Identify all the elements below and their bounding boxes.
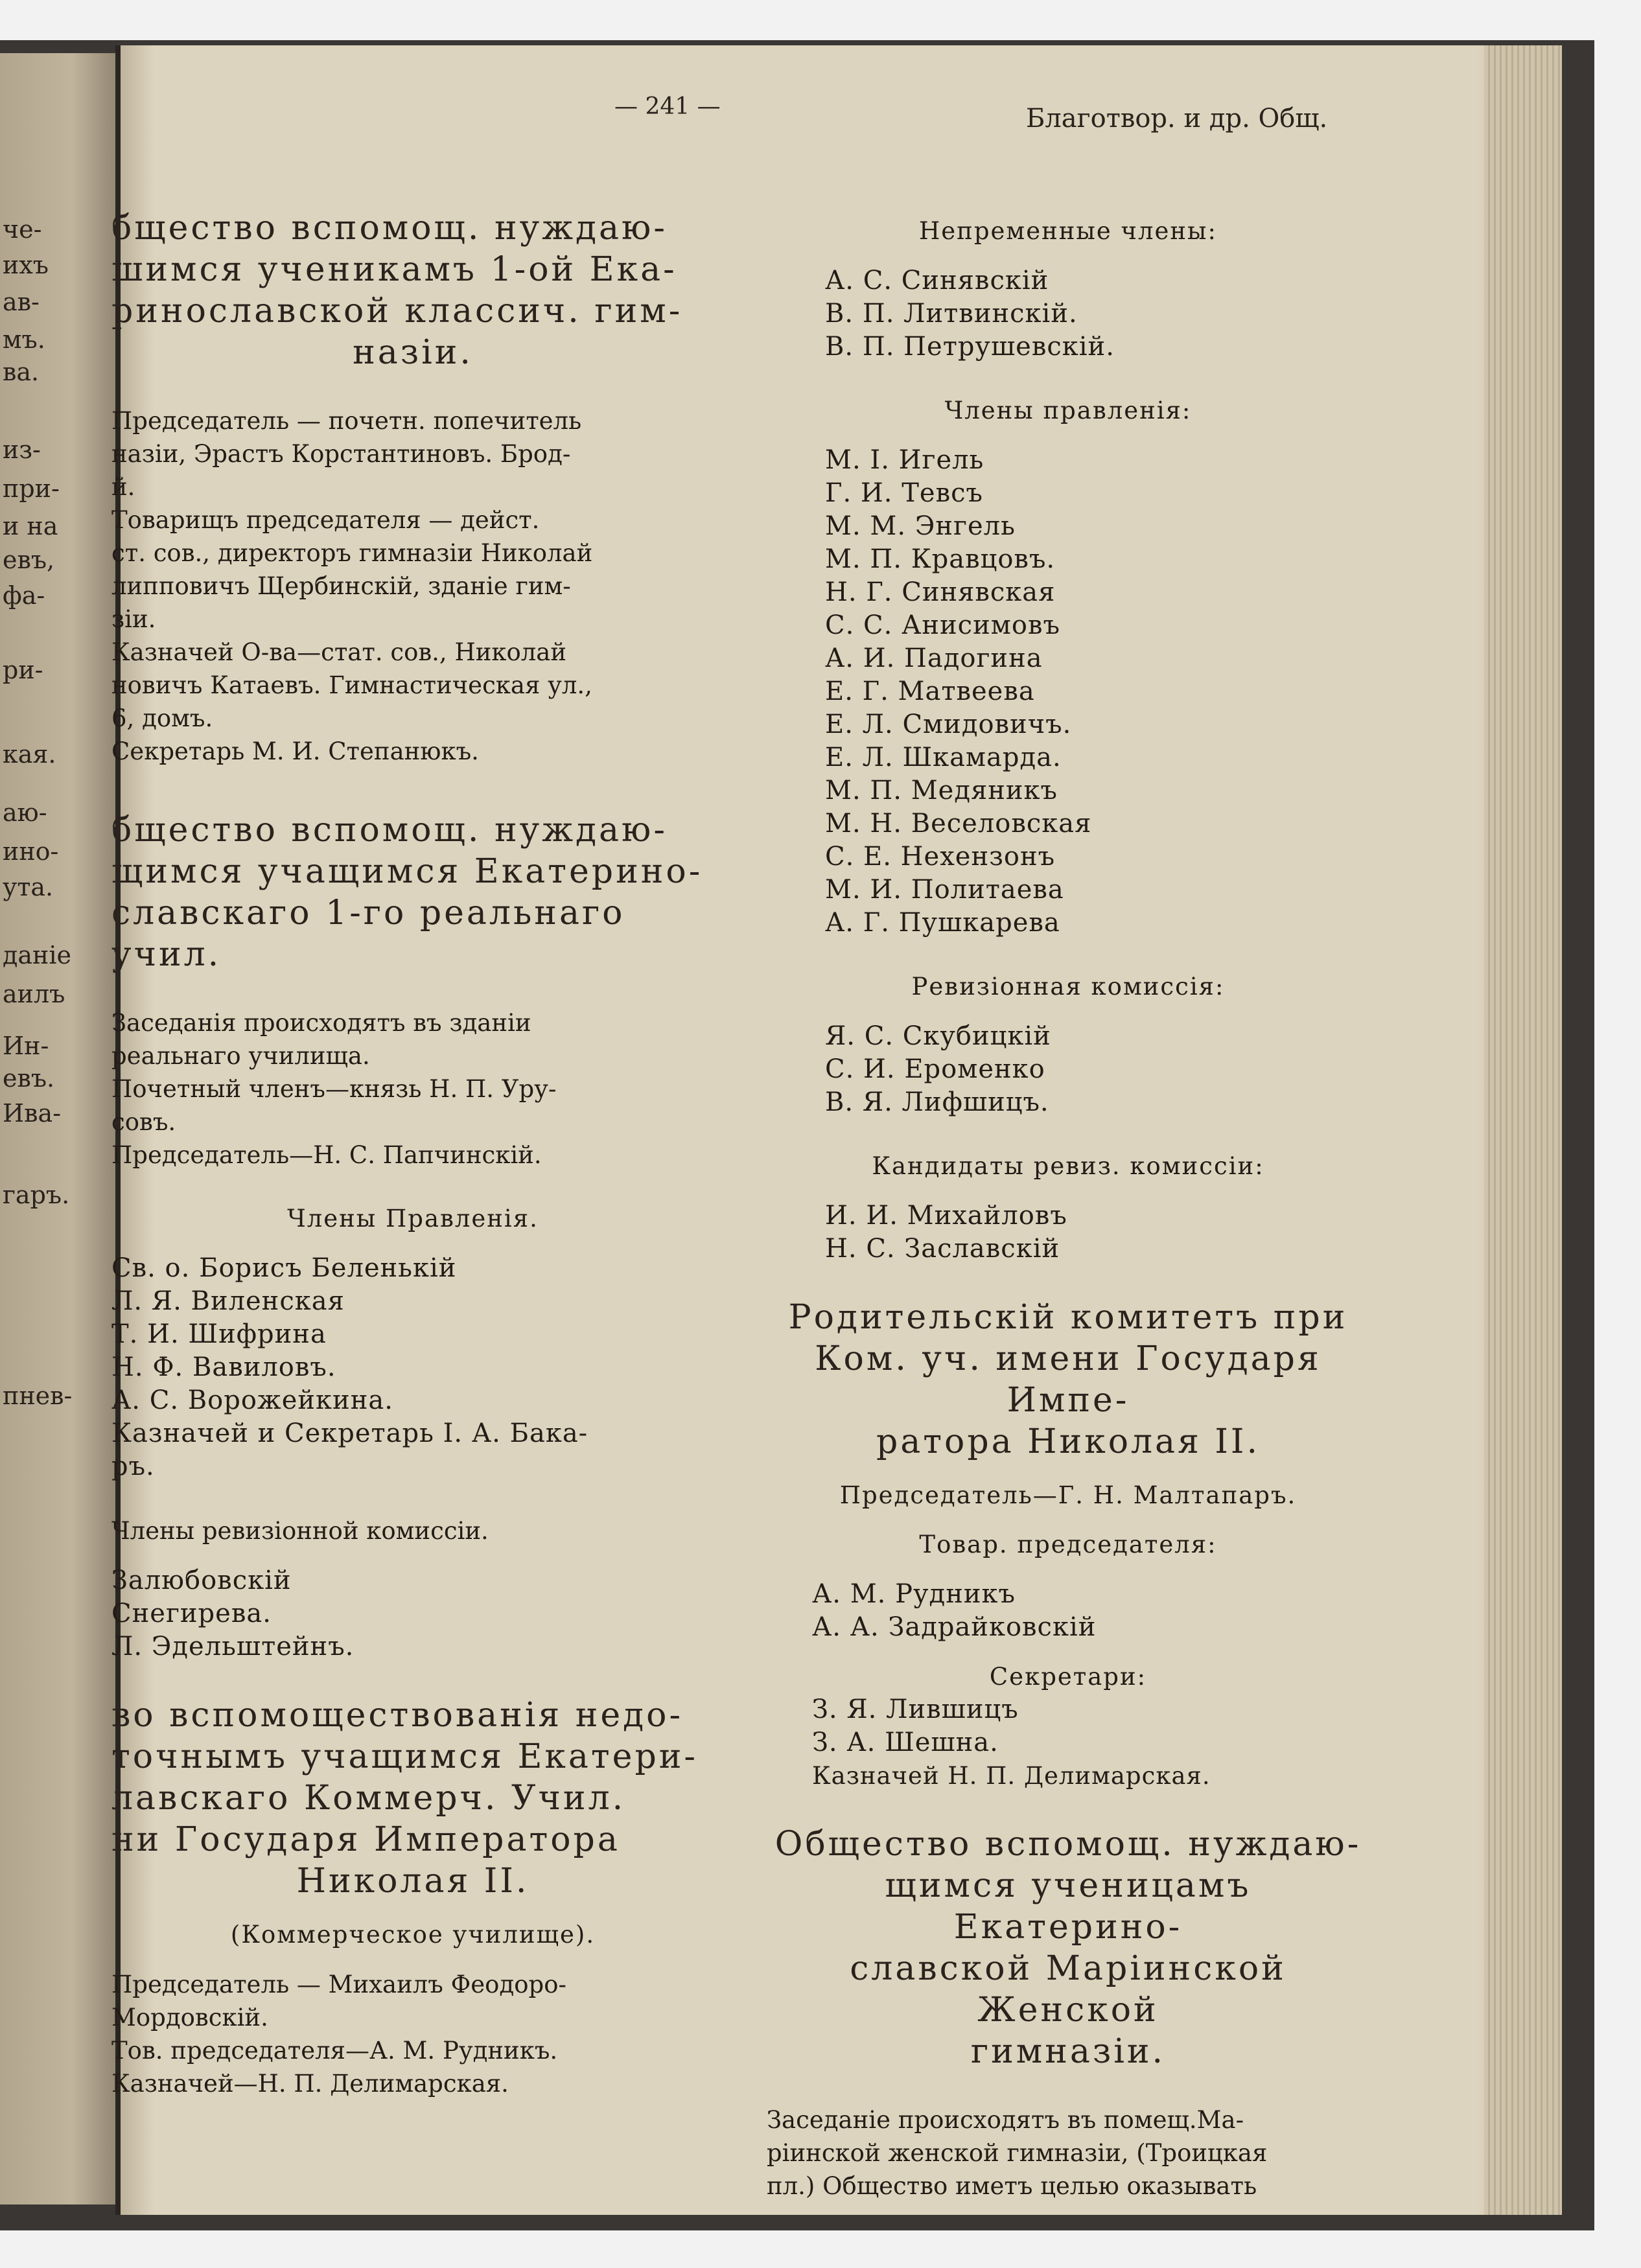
scan-background: [0, 40, 1594, 2230]
left-column: [111, 207, 714, 2100]
audit-list: Залюбовскій Снегирева. Л. Эдельштейнъ.: [111, 1566, 355, 1661]
section-title: Общество вспомощ. нуждаю- щимся ученицамъ Екатерино- славской Маріинской Женской гимназіи.: [774, 1825, 1362, 2071]
book-page: [111, 45, 1562, 2215]
running-title: Благотвор. и др. Общ.: [1026, 104, 1328, 133]
prev-page-fragment: ва.: [3, 358, 40, 386]
prev-page-fragment: мъ.: [3, 325, 45, 354]
subheading: Непременные члены:: [919, 217, 1217, 245]
prev-page-fragment: евъ,: [3, 546, 55, 574]
subheading: Члены ревизіонной комиссіи.: [111, 1517, 489, 1545]
page-edge: [1484, 45, 1562, 2215]
subheading: Товар. председателя:: [919, 1531, 1217, 1558]
prev-page-fragment: из-: [3, 435, 41, 464]
prev-page-fragment: ино-: [3, 837, 59, 866]
board-members-list: М. I. Игель Г. И. Тевсъ М. М. Энгель М. П. Кравцовъ. Н. Г. Синявская С. С. Анисимовъ А. И. Падогина Е. Г. Матвеева Е. Л. Смидовичъ. Е. Л. Шкамарда. М. П. Медяникъ М. Н. Веселовская С. Е. Нехензонъ М. И. Политаева А. Г. Пушкарева: [825, 445, 1092, 938]
prev-page-fragment: даніе: [3, 941, 72, 969]
subheading: Секретари:: [989, 1663, 1147, 1691]
prev-page-fragment: и на: [3, 512, 58, 540]
subheading: Кандидаты ревиз. комиссіи:: [872, 1152, 1264, 1180]
vice-chair-list: А. М. Рудникъ А. А. Задрайковскій: [812, 1579, 1097, 1642]
page-number: — 241 —: [614, 93, 721, 120]
subheading: Члены правленія:: [944, 397, 1192, 424]
section-body: Заседаніе происходятъ въ помещ.Ма- ріинской женской гимназіи, (Троицкая пл.) Общество иметъ целью оказывать: [767, 2106, 1268, 2200]
subheading: Ревизіонная комиссія:: [911, 973, 1225, 1001]
prev-page-fragment: ута.: [3, 873, 54, 901]
candidates-list: И. И. Михайловъ Н. С. Заславскій: [825, 1201, 1067, 1264]
prev-page-fragment: Ин-: [3, 1032, 49, 1060]
section-title: бщество вспомощ. нуждаю- шимся ученикамъ 1-ой Ека- ринославской классич. гим- назіи.: [111, 209, 683, 372]
subheading: Члены Правленія.: [287, 1205, 539, 1232]
prev-page-fragment: пнев-: [3, 1382, 73, 1410]
member-list: Св. о. Борисъ Беленькій Л. Я. Виленская Т. И. Шифрина Н. Ф. Вавиловъ. А. С. Ворожейкина. Казначей и Секретарь I. А. Бака- ръ.: [111, 1253, 588, 1481]
prev-page-fragment: Ива-: [3, 1099, 62, 1128]
prev-page-fragment: ихъ: [3, 251, 49, 279]
prev-page-fragment: кая.: [3, 740, 56, 769]
previous-page-strip: [0, 53, 120, 2204]
prev-page-fragment: евъ.: [3, 1064, 55, 1093]
section-body: Заседанія происходятъ въ зданіи реальнаго училища. Почетный членъ—князь Н. П. Уру- совъ. Председатель—Н. С. Папчинскій.: [111, 1009, 557, 1169]
subtitle: (Коммерческое училище).: [230, 1921, 596, 1949]
prev-page-fragment: гаръ.: [3, 1181, 70, 1209]
section-body: Председатель — почетн. попечитель назіи, Эрастъ Корстантиновъ. Брод- й. Товарищъ председателя — дейст. ст. сов., директоръ гимназіи Николай липповичъ Щербинскій, зданіе гим- зіи. Казначей О-ва—стат. сов., Николай новичъ Катаевъ. Гимнастическая ул., 6, домъ. Секретарь М. И. Степанюкъ.: [111, 407, 593, 765]
prev-page-fragment: че-: [3, 215, 42, 244]
section-title: бщество вспомощ. нуждаю- щимся учащимся Екатерино- славскаго 1-го реальнаго учил.: [111, 811, 703, 974]
right-column: [767, 215, 1369, 2203]
audit-committee-list: Я. С. Скубицкій С. И. Ероменко В. Я. Лифшицъ.: [825, 1021, 1051, 1117]
treasurer-line: Казначей Н. П. Делимарская.: [812, 1762, 1211, 1790]
prev-page-fragment: аю-: [3, 798, 47, 827]
prev-page-fragment: ав-: [3, 288, 40, 316]
prev-page-fragment: аилъ: [3, 980, 65, 1008]
chairman-line: Председатель—Г. Н. Малтапаръ.: [839, 1481, 1297, 1509]
section-body: Председатель — Михаилъ Феодоро- Мордовскій. Тов. председателя—А. М. Рудникъ. Казначей—Н. П. Делимарская.: [111, 1971, 566, 2098]
permanent-members-list: А. С. Синявскій В. П. Литвинскій. В. П. Петрушевскій.: [825, 266, 1115, 362]
prev-page-fragment: ри-: [3, 656, 43, 684]
prev-page-fragment: фа-: [3, 581, 45, 610]
secretaries-list: З. Я. Лившицъ З. А. Шешна. Казначей Н. П. Делимарская.: [767, 1693, 1369, 1792]
prev-page-fragment: при-: [3, 474, 60, 503]
section-title: во вспомоществованія недо- точнымъ учащимся Екатери- лавскаго Коммерч. Учил. ни Государя Императора Николая II.: [111, 1696, 698, 1901]
section-title: Родительскій комитетъ при Ком. уч. имени Государя Импе- ратора Николая II.: [788, 1298, 1348, 1461]
